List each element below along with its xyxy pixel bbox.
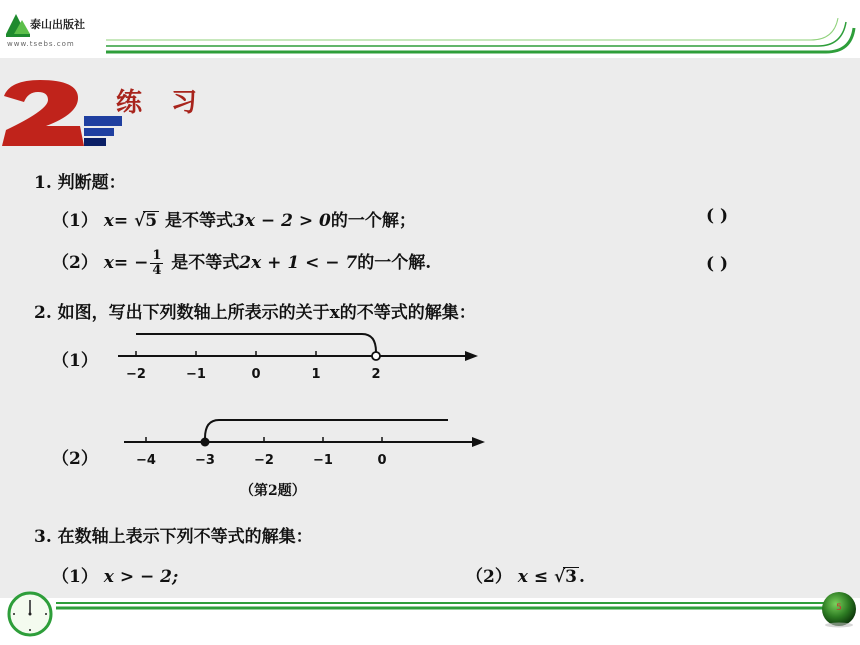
figure-caption: （第2题） xyxy=(240,483,306,499)
number-line-2 xyxy=(110,404,490,476)
publisher-url: www.tsebs.com xyxy=(7,40,75,48)
number-line-1-arrow xyxy=(465,351,478,361)
section-number-icon xyxy=(0,76,130,148)
q1-item-1-text-b: 的一个解； xyxy=(330,211,416,231)
q1-title: 1. 判断题： xyxy=(34,173,126,193)
tick-label: 1 xyxy=(311,367,321,382)
footer-rule xyxy=(56,600,826,612)
q3-item-2-end: . xyxy=(579,567,585,587)
q1-item-2-fraction: $\frac{1}{4}$ xyxy=(152,248,162,278)
q1-item-2-inequality: 2x + 1 < − 7 xyxy=(239,253,358,273)
q2-title: 2. 如图，写出下列数轴上所表示的关于x的不等式的解集： xyxy=(34,303,476,323)
section-title: 练 习 xyxy=(116,88,208,118)
tick-label: −2 xyxy=(126,367,146,382)
q1-item-1-var: x xyxy=(103,211,114,231)
tick-label: 0 xyxy=(377,453,387,468)
q1-item-2-var: x xyxy=(103,253,114,273)
q3-item-2-sqrt: 3 xyxy=(565,567,578,587)
q3-item-1 xyxy=(52,562,178,587)
q1-item-2-number: （2） xyxy=(52,253,98,273)
q1-item-2-text-b: 的一个解. xyxy=(357,253,432,273)
q1-item-1-number: （1） xyxy=(52,211,98,231)
q3-item-2-lhs: x ≤ xyxy=(517,567,554,587)
q1-item-1-sqrt: 5 xyxy=(145,211,158,231)
tick-label: −1 xyxy=(313,453,333,468)
number-line-1 xyxy=(110,326,490,390)
q1-item-2-answer-blank[interactable]: ( ) xyxy=(706,254,729,274)
tick-label: −4 xyxy=(136,453,156,468)
header-rule xyxy=(106,18,856,56)
q1-item-2-text-a: 是不等式 xyxy=(165,253,240,273)
q2-line1-number: （1） xyxy=(52,351,98,371)
page-number: 5 xyxy=(836,603,842,613)
q2-line2-number: （2） xyxy=(52,449,98,469)
tick-label: −3 xyxy=(195,453,215,468)
number-line-1-solution-ray xyxy=(136,334,376,352)
q1-item-1-eq: = xyxy=(113,211,135,231)
q1-item-1: （1） x= √5 是不等式3x − 2 > 0的一个解； xyxy=(52,211,416,231)
tick-label: 0 xyxy=(251,367,261,382)
number-line-2-closed-endpoint xyxy=(201,438,210,447)
q1-item-2-eq: = − xyxy=(113,253,149,273)
tick-label: −2 xyxy=(254,453,274,468)
q3-item-1-number: （1） xyxy=(52,567,98,587)
q1-item-1-text-a: 是不等式 xyxy=(159,211,234,231)
q3-item-1-expr: x > − 2; xyxy=(103,567,179,587)
q1-item-1-answer-blank[interactable]: ( ) xyxy=(706,206,729,226)
number-line-1-open-endpoint xyxy=(372,352,380,360)
clock-icon xyxy=(6,590,54,638)
tick-label: −1 xyxy=(186,367,206,382)
q3-title: 3. 在数轴上表示下列不等式的解集： xyxy=(34,527,313,547)
q1-item-1-inequality: 3x − 2 > 0 xyxy=(233,211,331,231)
q3-item-2-number: （2） xyxy=(466,567,512,587)
tick-label: 2 xyxy=(371,367,381,382)
q3-item-2: （2） x ≤ √3 . xyxy=(466,567,585,587)
publisher-name: 泰山出版社 xyxy=(30,18,85,31)
number-line-2-solution-ray xyxy=(205,420,448,438)
number-line-2-arrow xyxy=(472,437,485,447)
q1-item-2 xyxy=(52,248,431,278)
